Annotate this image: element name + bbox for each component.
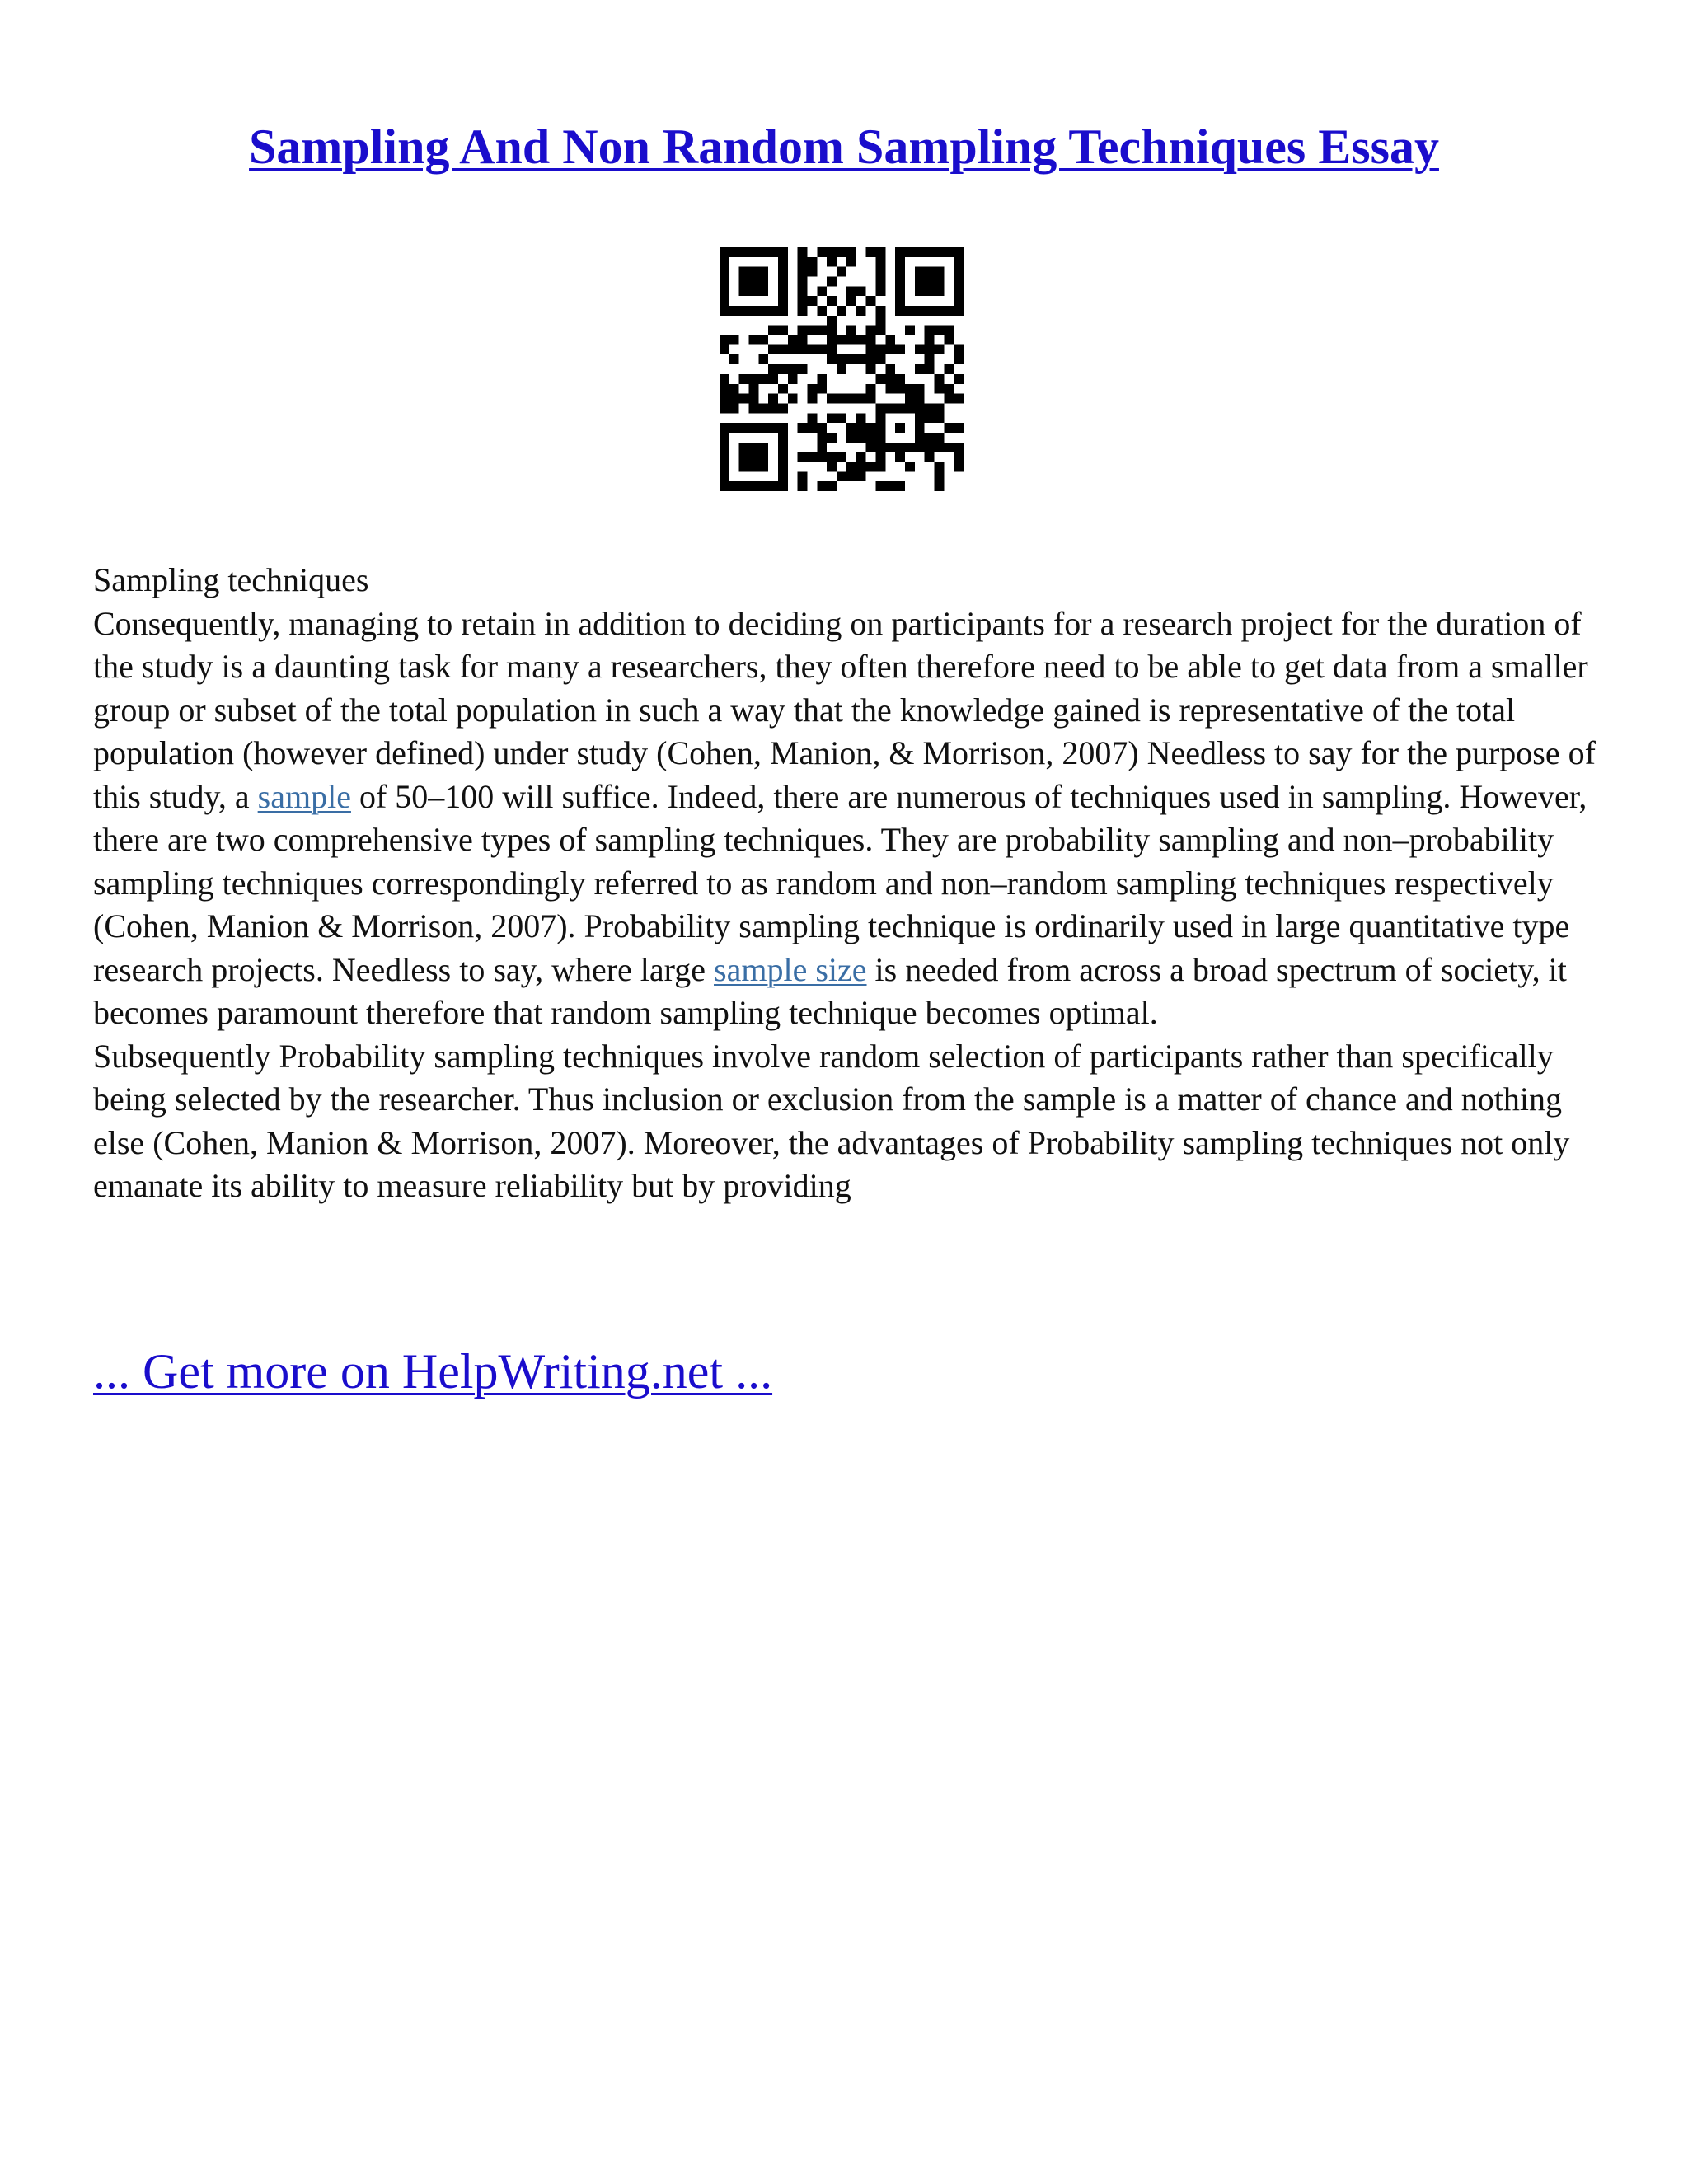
paragraph-1-text-a: Consequently, managing to retain in addition to deciding on participants for a research project for the duration of the study is a daunting task for many a researchers, they often therefore need to be able to get data from a smaller group or subset of the total population in such a way that the knowledge gained is representative of the total population (however defined) under study (Cohen, Manion, & Morrison, 2007) Needless to say for the purpose of this study, a	[93, 604, 1596, 815]
qr-code-icon	[720, 247, 964, 491]
essay-body	[93, 559, 1601, 1208]
paragraph-1-text-c: is needed from across a broad spectrum of society, it becomes paramount therefore that random sampling technique becomes optimal.	[93, 950, 1567, 1031]
title-link[interactable]: Sampling And Non Random Sampling Techniques Essay	[249, 120, 1439, 174]
sample-size-link[interactable]: sample size	[714, 950, 867, 988]
get-more-link[interactable]: ... Get more on HelpWriting.net ...	[93, 1344, 773, 1399]
paragraph-2: Subsequently Probability sampling techniques involve random selection of participants rather than specifically being selected by the researcher. Thus inclusion or exclusion from the sample is a matter of chance and nothing else (Cohen, Manion & Morrison, 2007). Moreover, the advantages of Probability sampling techniques not only emanate its ability to measure reliability but by providing	[93, 1037, 1570, 1204]
paragraph-1	[93, 602, 1601, 1035]
section-heading: Sampling techniques	[93, 561, 369, 598]
page-title	[0, 114, 1688, 180]
paragraph-1-text-b: of 50–100 will suffice. Indeed, there are numerous of techniques used in sampling. However, there are two comprehensive types of sampling techniques. They are probability sampling and non–probability sampling techniques correspondingly referred to as random and non–random sampling techniques respectively (Cohen, Manion & Morrison, 2007). Probability sampling technique is ordinarily used in large quantitative type research projects. Needless to say, where large	[93, 777, 1587, 988]
sample-link[interactable]: sample	[257, 777, 351, 815]
